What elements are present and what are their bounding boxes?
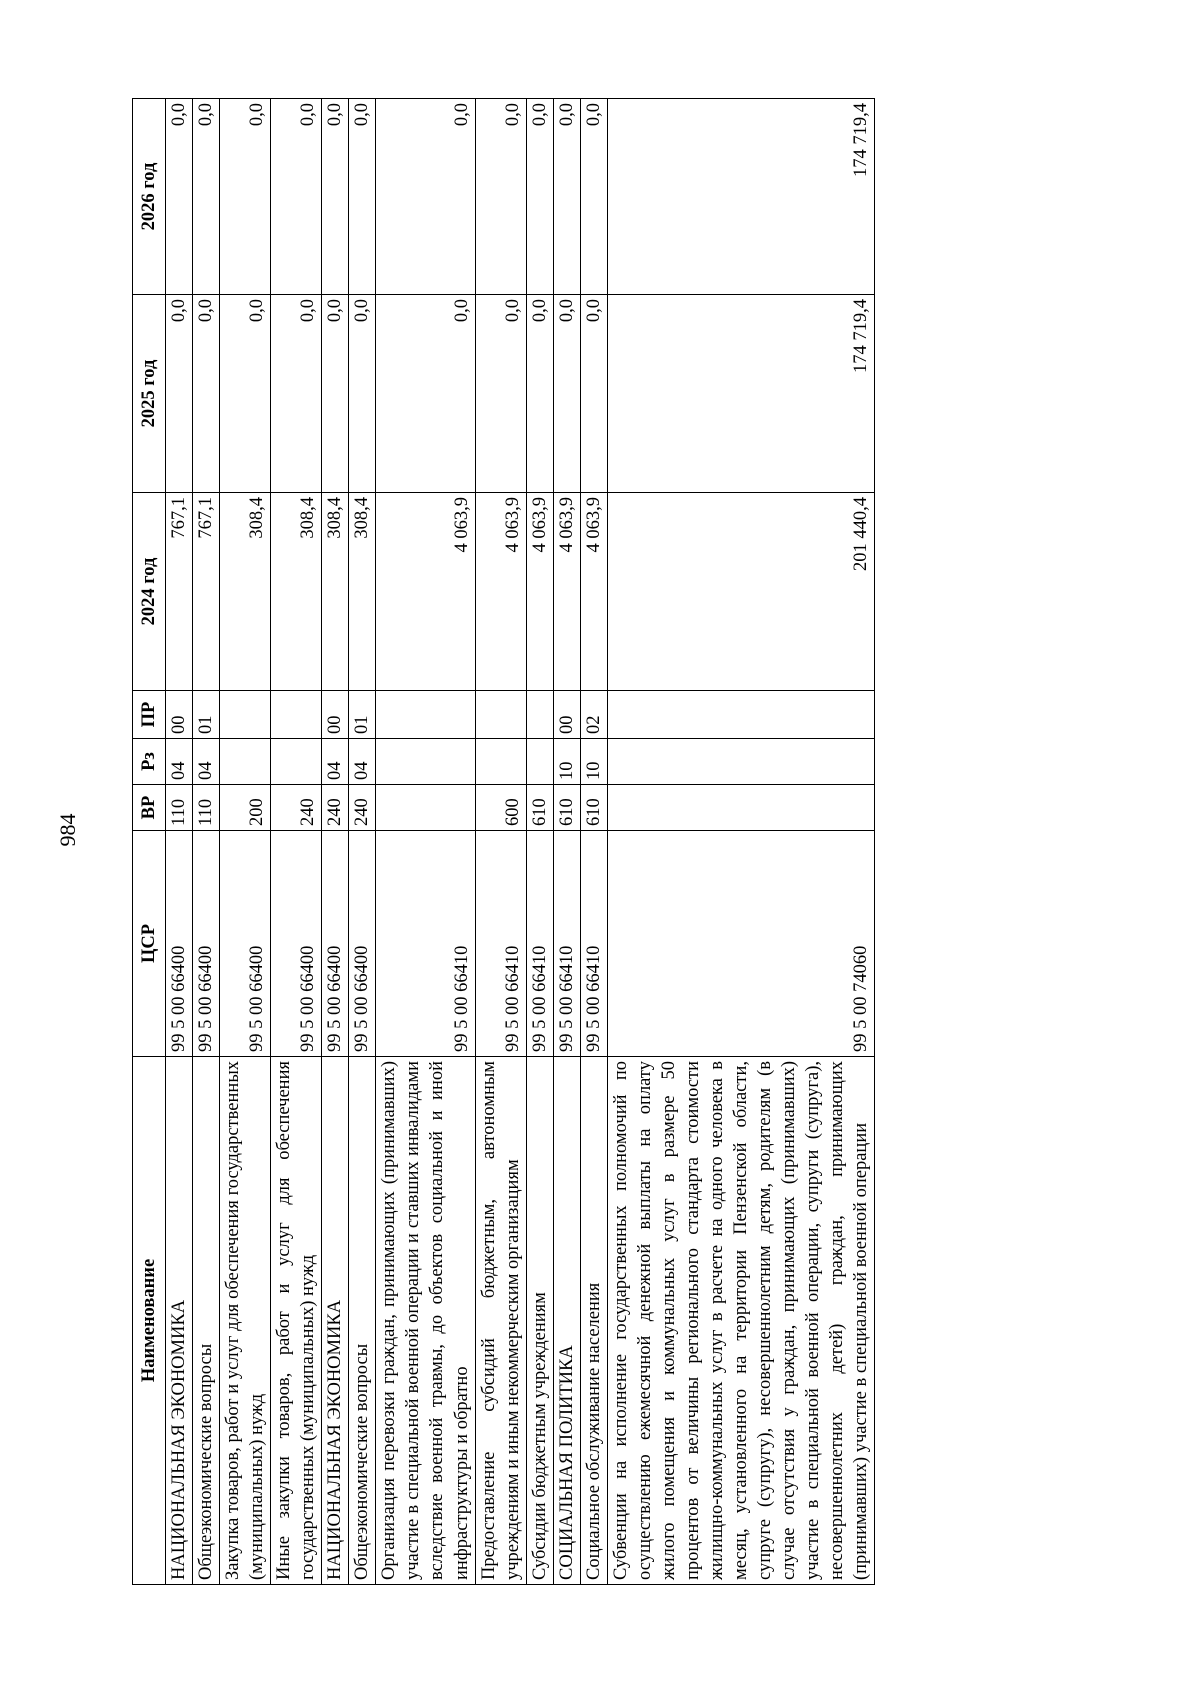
cell-2025: 0,0 xyxy=(271,295,322,493)
cell-name: Предоставление субсидий бюджетным, автономным учреждениям и иным некоммерческим организациям xyxy=(475,1057,526,1585)
cell-pr xyxy=(526,691,553,739)
header-pr: ПР xyxy=(133,691,166,739)
cell-2024: 4 063,9 xyxy=(580,493,607,691)
cell-2026: 0,0 xyxy=(526,99,553,295)
cell-2025: 0,0 xyxy=(322,295,349,493)
cell-2026: 0,0 xyxy=(166,99,193,295)
cell-csr: 99 5 00 66400 xyxy=(271,831,322,1057)
cell-name: Иные закупки товаров, работ и услуг для обеспечения государственных (муниципальных) нужд xyxy=(271,1057,322,1585)
cell-vr: 600 xyxy=(475,785,526,831)
cell-vr: 240 xyxy=(271,785,322,831)
cell-rz xyxy=(526,739,553,785)
cell-2024: 767,1 xyxy=(193,493,220,691)
cell-rz: 04 xyxy=(166,739,193,785)
cell-vr: 240 xyxy=(322,785,349,831)
header-csr: ЦСР xyxy=(133,831,166,1057)
table-row xyxy=(580,99,607,1585)
table-row xyxy=(607,99,875,1585)
cell-pr: 00 xyxy=(322,691,349,739)
cell-pr xyxy=(271,691,322,739)
cell-2026: 0,0 xyxy=(322,99,349,295)
table-row xyxy=(475,99,526,1585)
cell-name: Субсидии бюджетным учреждениям xyxy=(526,1057,553,1585)
cell-2025: 0,0 xyxy=(475,295,526,493)
cell-csr: 99 5 00 66410 xyxy=(376,831,475,1057)
cell-rz: 04 xyxy=(349,739,376,785)
cell-csr: 99 5 00 66400 xyxy=(349,831,376,1057)
cell-rz xyxy=(271,739,322,785)
table-row xyxy=(553,99,580,1585)
cell-2026: 0,0 xyxy=(220,99,271,295)
table-row xyxy=(376,99,475,1585)
cell-2025: 0,0 xyxy=(349,295,376,493)
cell-pr: 01 xyxy=(349,691,376,739)
cell-2026: 0,0 xyxy=(475,99,526,295)
rotated-table-wrapper xyxy=(132,99,1066,1585)
cell-vr: 110 xyxy=(166,785,193,831)
table-row xyxy=(322,99,349,1585)
table-row xyxy=(526,99,553,1585)
table-row xyxy=(220,99,271,1585)
cell-vr: 610 xyxy=(553,785,580,831)
cell-2024: 4 063,9 xyxy=(526,493,553,691)
cell-2024: 308,4 xyxy=(322,493,349,691)
cell-2024: 308,4 xyxy=(220,493,271,691)
cell-2026: 0,0 xyxy=(580,99,607,295)
cell-2026: 0,0 xyxy=(271,99,322,295)
cell-name: Организация перевозки граждан, принимающих (принимавших) участие в специальной военной операции и ставших инвалидами вследствие военной травмы, до объектов социальной и иной инфраструктуры и обратно xyxy=(376,1057,475,1585)
cell-2024: 4 063,9 xyxy=(376,493,475,691)
header-2024: 2024 год xyxy=(133,493,166,691)
cell-pr: 01 xyxy=(193,691,220,739)
cell-rz xyxy=(376,739,475,785)
cell-2025: 0,0 xyxy=(166,295,193,493)
cell-csr: 99 5 00 66400 xyxy=(220,831,271,1057)
cell-2025: 0,0 xyxy=(526,295,553,493)
cell-csr: 99 5 00 66410 xyxy=(553,831,580,1057)
header-vr: ВР xyxy=(133,785,166,831)
table-row xyxy=(166,99,193,1585)
cell-vr xyxy=(376,785,475,831)
cell-pr xyxy=(220,691,271,739)
cell-2025: 0,0 xyxy=(553,295,580,493)
table-row xyxy=(271,99,322,1585)
cell-vr: 610 xyxy=(526,785,553,831)
header-name: Наименование xyxy=(133,1057,166,1585)
cell-pr: 02 xyxy=(580,691,607,739)
cell-vr: 200 xyxy=(220,785,271,831)
cell-vr: 110 xyxy=(193,785,220,831)
cell-pr xyxy=(607,691,875,739)
cell-vr: 610 xyxy=(580,785,607,831)
cell-name: Общеэкономические вопросы xyxy=(349,1057,376,1585)
cell-2025: 0,0 xyxy=(193,295,220,493)
cell-2025: 0,0 xyxy=(220,295,271,493)
cell-rz xyxy=(607,739,875,785)
header-2025: 2025 год xyxy=(133,295,166,493)
page-number: 984 xyxy=(55,813,80,847)
cell-2025: 0,0 xyxy=(376,295,475,493)
header-2026: 2026 год xyxy=(133,99,166,295)
cell-name: НАЦИОНАЛЬНАЯ ЭКОНОМИКА xyxy=(322,1057,349,1585)
table-row xyxy=(193,99,220,1585)
cell-pr xyxy=(475,691,526,739)
table-header-row xyxy=(133,99,166,1585)
cell-2026: 0,0 xyxy=(553,99,580,295)
table-row xyxy=(349,99,376,1585)
cell-name: Закупка товаров, работ и услуг для обеспечения государственных (муниципальных) нужд xyxy=(220,1057,271,1585)
cell-name: Субвенции на исполнение государственных полномочий по осуществлению ежемесячной денежной выплаты на оплату жилого помещения и коммунальных услуг в размере 50 процентов от величины регионального стандарта стоимости жилищно-коммунальных услуг в расчете на одного человека в месяц, установленного на территории Пензенской области, супруге (супругу), несовершеннолетним детям, родителям (в случае отсутствия у граждан, принимающих (принимавших) участие в специальной военной операции, супруги (супруга), несовершеннолетних детей) граждан, принимающих (принимавших) участие в специальной военной операции xyxy=(607,1057,875,1585)
cell-2024: 767,1 xyxy=(166,493,193,691)
cell-rz: 04 xyxy=(322,739,349,785)
cell-csr: 99 5 00 66400 xyxy=(166,831,193,1057)
cell-2026: 0,0 xyxy=(193,99,220,295)
cell-csr: 99 5 00 66400 xyxy=(322,831,349,1057)
cell-vr xyxy=(607,785,875,831)
cell-name: НАЦИОНАЛЬНАЯ ЭКОНОМИКА xyxy=(166,1057,193,1585)
cell-pr: 00 xyxy=(553,691,580,739)
cell-2024: 201 440,4 xyxy=(607,493,875,691)
cell-2025: 174 719,4 xyxy=(607,295,875,493)
cell-name: Общеэкономические вопросы xyxy=(193,1057,220,1585)
budget-table xyxy=(132,98,875,1585)
cell-name: СОЦИАЛЬНАЯ ПОЛИТИКА xyxy=(553,1057,580,1585)
cell-csr: 99 5 00 66400 xyxy=(193,831,220,1057)
cell-csr: 99 5 00 66410 xyxy=(580,831,607,1057)
cell-2024: 4 063,9 xyxy=(553,493,580,691)
cell-csr: 99 5 00 74060 xyxy=(607,831,875,1057)
cell-rz: 10 xyxy=(553,739,580,785)
cell-rz xyxy=(475,739,526,785)
cell-name: Социальное обслуживание населения xyxy=(580,1057,607,1585)
cell-rz: 04 xyxy=(193,739,220,785)
cell-rz: 10 xyxy=(580,739,607,785)
cell-csr: 99 5 00 66410 xyxy=(526,831,553,1057)
cell-vr: 240 xyxy=(349,785,376,831)
cell-2026: 174 719,4 xyxy=(607,99,875,295)
cell-2024: 308,4 xyxy=(349,493,376,691)
cell-2026: 0,0 xyxy=(349,99,376,295)
cell-2024: 308,4 xyxy=(271,493,322,691)
cell-2024: 4 063,9 xyxy=(475,493,526,691)
header-rz: Рз xyxy=(133,739,166,785)
cell-pr xyxy=(376,691,475,739)
cell-pr: 00 xyxy=(166,691,193,739)
cell-2025: 0,0 xyxy=(580,295,607,493)
cell-csr: 99 5 00 66410 xyxy=(475,831,526,1057)
cell-2026: 0,0 xyxy=(376,99,475,295)
cell-rz xyxy=(220,739,271,785)
